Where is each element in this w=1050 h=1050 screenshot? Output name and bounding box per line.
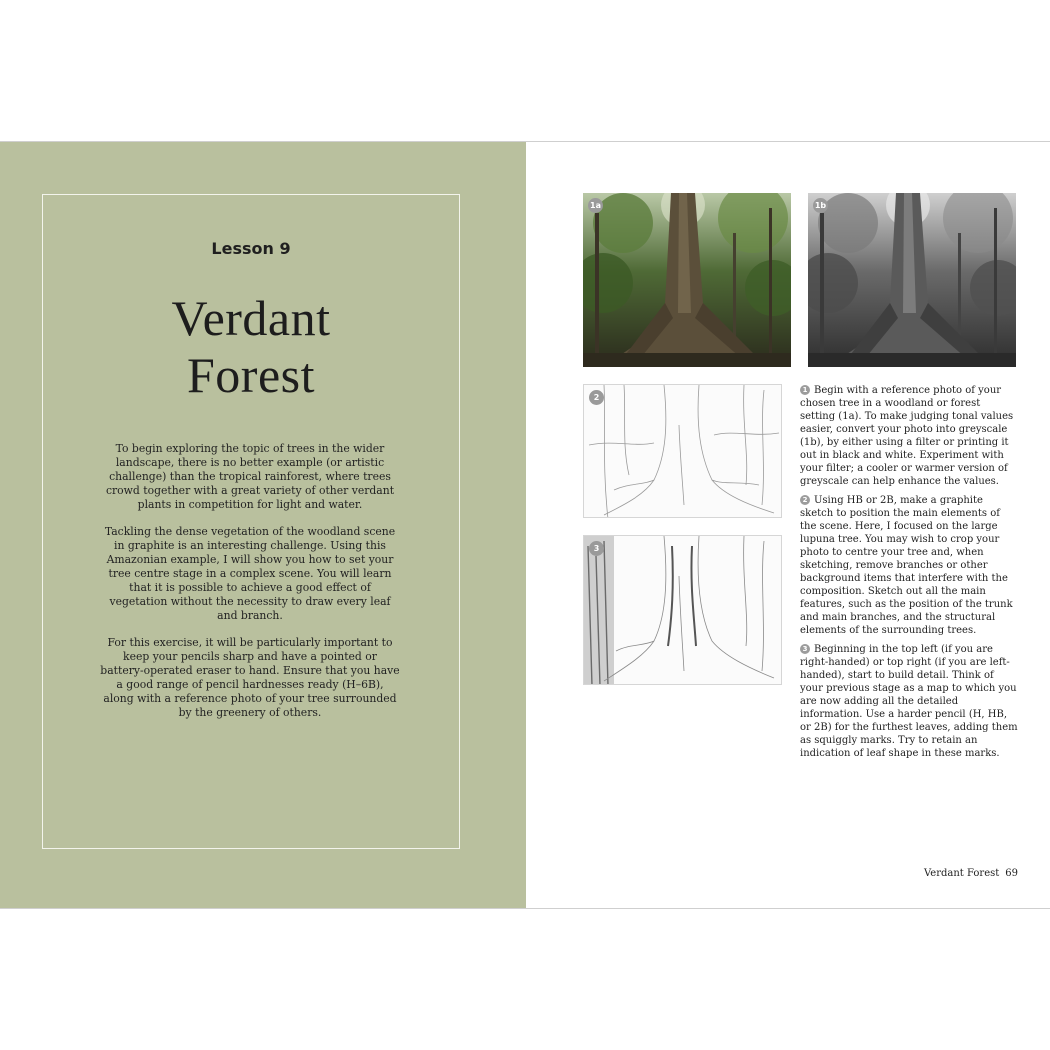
step-1 xyxy=(800,384,1018,488)
title-line-2: Forest xyxy=(187,347,315,403)
photo-1b-badge: 1b xyxy=(813,198,828,213)
step-instructions xyxy=(800,384,1018,766)
intro-paragraph-1: To begin exploring the topic of trees in the wider landscape, there is no better example (or artistic challenge) than the tropical rainforest, where trees crowd together with a great variety of other verdant plants in competition for light and water. xyxy=(105,442,395,511)
title-line-1: Verdant xyxy=(171,290,331,346)
lesson-label: Lesson 9 xyxy=(211,239,291,258)
sketch-2-badge: 2 xyxy=(589,390,604,405)
step-2 xyxy=(800,494,1018,637)
page-number: 69 xyxy=(1005,868,1018,879)
step-3-text: Beginning in the top left (if you are right-handed) or top right (if you are left-handed), start to build detail. Think of your previous stage as a map to which you are now adding all the detailed information. Use a harder pencil (H, HB, or 2B) for the furthest leaves, adding them as squiggly marks. Try to retain an indication of leaf shape in these marks. xyxy=(800,644,1018,759)
step-3 xyxy=(800,643,1018,760)
step-2-text: Using HB or 2B, make a graphite sketch to position the main elements of the scene. Here, I focused on the large lupuna tree. You may wish to crop your photo to centre your tree and, when sketching, remove branches or other background items that interfere with the composition. Sketch out all the main features, such as the position of the trunk and main branches, and the structural elements of the surrounding trees. xyxy=(800,495,1013,636)
step-1-number: 1 xyxy=(800,385,810,395)
sketch-2 xyxy=(583,384,782,518)
book-spread xyxy=(0,142,1050,908)
photo-1a-badge: 1a xyxy=(588,198,603,213)
page-title xyxy=(0,290,502,404)
footer-section: Verdant Forest xyxy=(924,868,1000,879)
page-footer xyxy=(924,868,1018,879)
intro-paragraph-3: For this exercise, it will be particularly important to keep your pencils sharp and have a pointed or battery-operated eraser to hand. Ensure that you have a good range of pencil hardnesses ready (H–6B), along with a reference photo of your tree surrounded by the greenery of others. xyxy=(100,636,400,719)
sketch-3 xyxy=(583,535,782,685)
step-1-text: Begin with a reference photo of your chosen tree in a woodland or forest setting (1a). To make judging tonal values easier, convert your photo into greyscale (1b), by either using a filter or printing it out in black and white. Experiment with your filter; a cooler or warmer version of greyscale can help enhance the values. xyxy=(800,385,1014,487)
photo-1b xyxy=(808,193,1016,367)
step-2-number: 2 xyxy=(800,495,810,505)
intro-paragraph-2: Tackling the dense vegetation of the woodland scene in graphite is an interesting challenge. Using this Amazonian example, I will show you how to set your tree centre stage in a complex scene. You will learn that it is possible to achieve a good effect of vegetation without the necessity to draw every leaf and branch. xyxy=(104,525,396,622)
photo-1a xyxy=(583,193,791,367)
sketch-3-badge: 3 xyxy=(589,541,604,556)
page-bottom-edge xyxy=(0,908,1050,909)
intro-text xyxy=(100,442,400,733)
right-page xyxy=(526,142,1050,908)
left-page xyxy=(0,142,526,908)
step-3-number: 3 xyxy=(800,644,810,654)
